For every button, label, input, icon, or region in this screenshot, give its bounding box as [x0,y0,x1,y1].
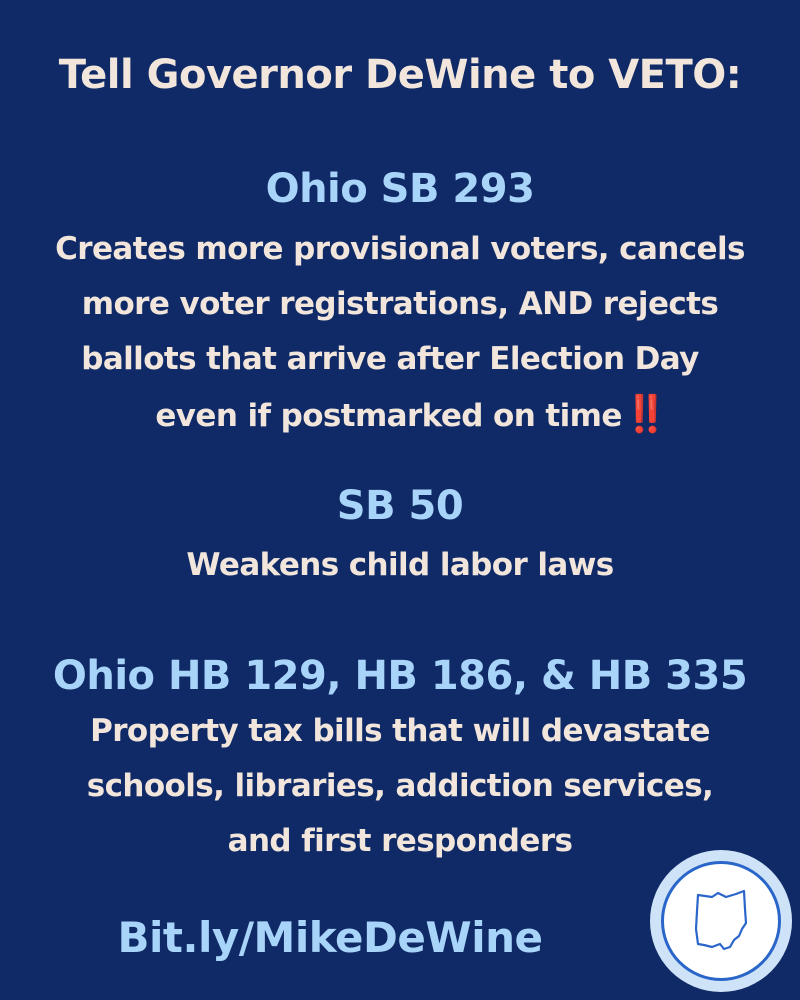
bill-description-line: Weakens child labor laws [186,547,614,583]
bill-description-line: even if postmarked on time [155,398,622,434]
bill-description-hb129-hb186-hb335 [0,704,800,869]
bill-description-line-last [20,387,800,444]
short-link[interactable]: Bit.ly/MikeDeWine [117,913,543,962]
bill-description-line: schools, libraries, addiction services, [86,768,714,804]
ohio-badge-inner [661,861,781,981]
bill-title-sb50: SB 50 [336,483,464,529]
bill-description-sb50 [0,538,800,593]
bill-description-line: Property tax bills that will devastate [90,713,710,749]
bill-title-sb293: Ohio SB 293 [265,166,535,212]
double-exclamation-icon: ‼️ [623,394,665,435]
bill-description-line: ballots that arrive after Election Day [81,341,699,377]
ohio-state-outline-icon [690,889,752,953]
ohio-badge [650,850,792,992]
bill-description-line: more voter registrations, AND rejects [81,286,719,322]
bill-title-hb129-hb186-hb335: Ohio HB 129, HB 186, & HB 335 [52,653,748,699]
bill-description-sb293 [0,222,800,444]
bill-description-line: and first responders [227,823,573,859]
headline: Tell Governor DeWine to VETO: [58,52,742,98]
bill-description-line: Creates more provisional voters, cancels [55,231,745,267]
